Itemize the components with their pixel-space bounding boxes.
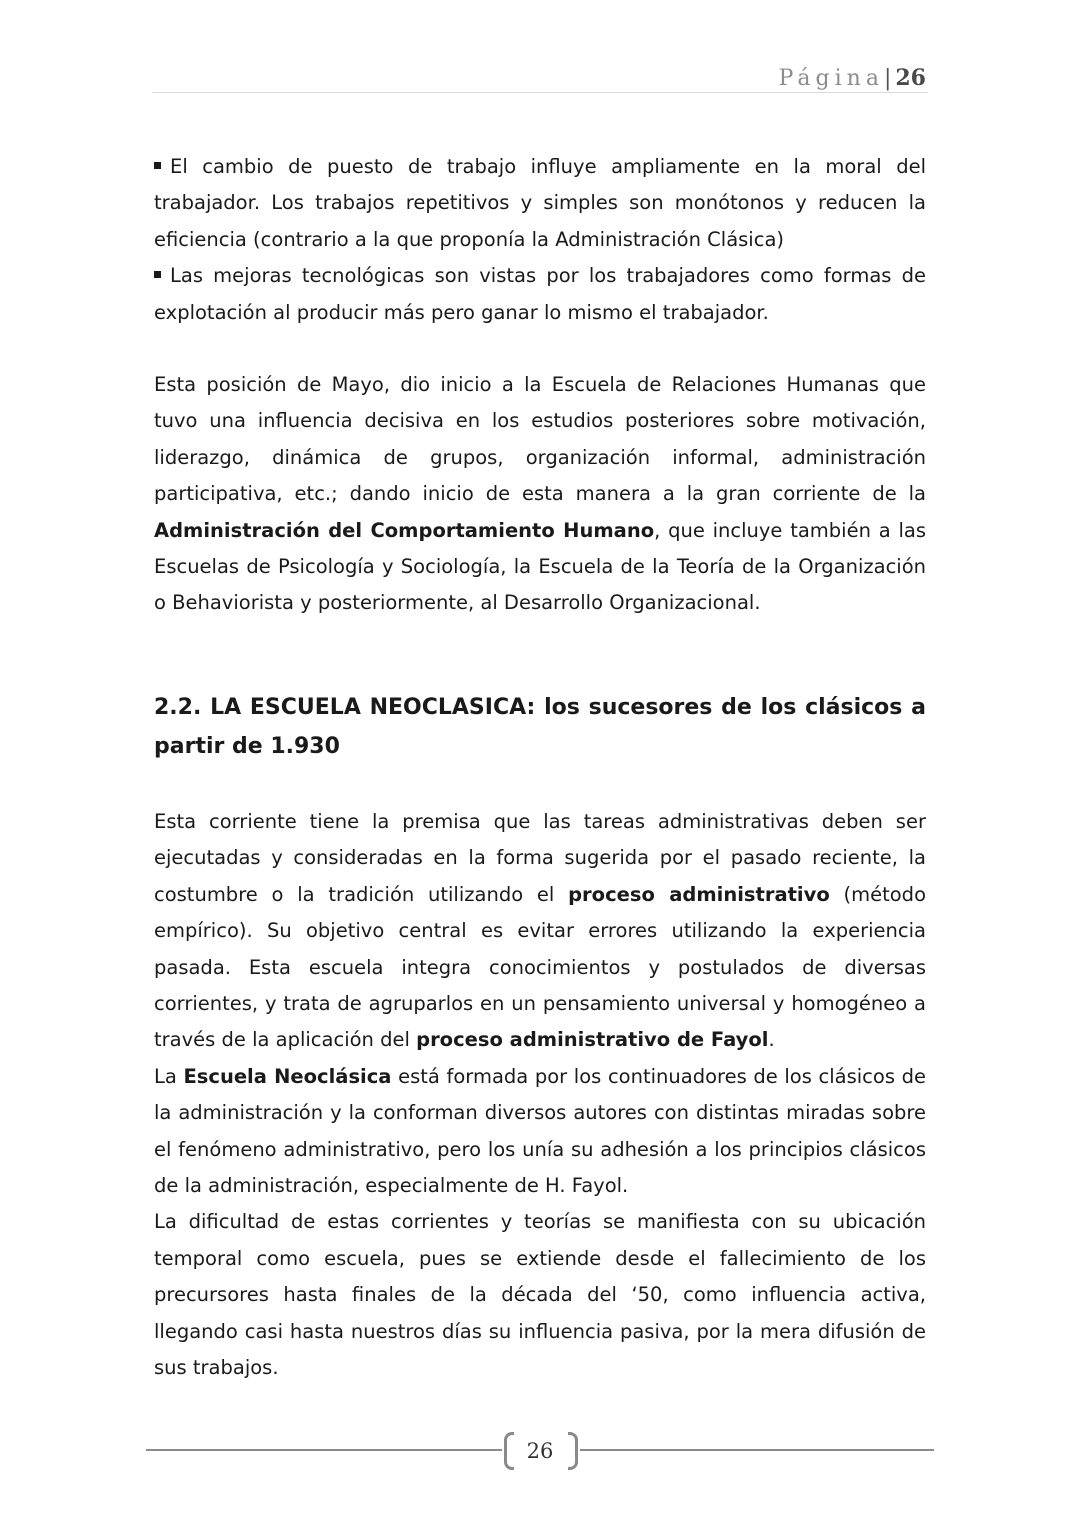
paragraph-neoclasica-2 — [154, 1059, 926, 1205]
footer-page-number: 26 — [526, 1439, 554, 1463]
paragraph-text: (método empírico). Su objetivo central es evitar errores utilizando la experiencia pasada. Esta escuela integra conocimientos y postulados de diversas corrientes, y trata de agruparlos en un pensamiento universal y homogéneo a través de la aplicación del — [154, 882, 926, 1052]
paragraph-bold-term: Administración del Comportamiento Humano — [154, 518, 655, 542]
paragraph-neoclasica-3 — [154, 1204, 926, 1386]
bullet-text: Las mejoras tecnológicas son vistas por los trabajadores como formas de explotación al producir más pero ganar lo mismo el trabajador. — [154, 264, 926, 324]
paragraph-neoclasica-1 — [154, 804, 926, 1059]
header-word: Página — [778, 66, 884, 91]
spacer — [154, 766, 926, 804]
paragraph-text: La dificultad de estas corrientes y teorías se manifiesta con su ubicación temporal como escuela, pues se extiende desde el fallecimiento de los precursores hasta finales de la década del ‘50, como influencia activa, llegando casi hasta nuestros días su influencia pasiva, por la mera difusión de sus trabajos. — [154, 1210, 926, 1379]
footer-rule-right — [580, 1449, 934, 1451]
bullet-item — [154, 258, 926, 331]
paragraph-bold-term: proceso administrativo — [568, 882, 830, 906]
header-page-label — [779, 64, 926, 93]
spacer — [154, 622, 926, 688]
paragraph-text: Esta posición de Mayo, dio inicio a la Escuela de Relaciones Humanas que tuvo una influencia decisiva en los estudios posteriores sobre motivación, liderazgo, dinámica de grupos, organización informal, administración participativa, etc.; dando inicio de esta manera a la gran corriente de la — [154, 373, 926, 506]
bullet-text: El cambio de puesto de trabajo influye ampliamente en la moral del trabajador. Los trabajos repetitivos y simples son monótonos y reducen la eficiencia (contrario a la que proponía la Administración Clásica) — [154, 155, 926, 251]
square-bullet-icon — [154, 162, 161, 169]
right-bracket-icon — [568, 1432, 578, 1470]
section-heading: 2.2. LA ESCUELA NEOCLASICA: los sucesores de los clásicos a partir de 1.930 — [154, 694, 926, 759]
paragraph-bold-term: proceso administrativo de Fayol — [416, 1028, 769, 1052]
bullet-item — [154, 149, 926, 258]
page-header — [152, 62, 928, 93]
square-bullet-icon — [154, 271, 161, 278]
footer-rule-left — [146, 1449, 502, 1451]
paragraph-bold-term: Escuela Neoclásica — [183, 1064, 392, 1088]
header-separator: | — [883, 66, 892, 91]
header-page-number: 26 — [895, 65, 926, 91]
paragraph-text: Esta corriente tiene la premisa que las tareas administrativas deben ser ejecutadas y consideradas en la forma sugerida por el pasado reciente, la costumbre o la tradición utilizando el — [154, 809, 926, 906]
paragraph-text: está formada por los continuadores de los clásicos de la administración y la conforman diversos autores con distintas miradas sobre el fenómeno administrativo, pero los unía su adhesión a los principios clásicos de la administración, especialmente de H. Fayol. — [154, 1064, 926, 1197]
paragraph-mayo — [154, 367, 926, 622]
spacer — [154, 331, 926, 367]
paragraph-text: , que incluye también a las Escuelas de Psicología y Sociología, la Escuela de la Teoría de la Organización o Behaviorista y posteriormente, al Desarrollo Organizacional. — [154, 518, 926, 615]
paragraph-text: . — [768, 1028, 775, 1052]
paragraph-text: La — [154, 1064, 184, 1088]
document-body — [154, 149, 926, 1386]
